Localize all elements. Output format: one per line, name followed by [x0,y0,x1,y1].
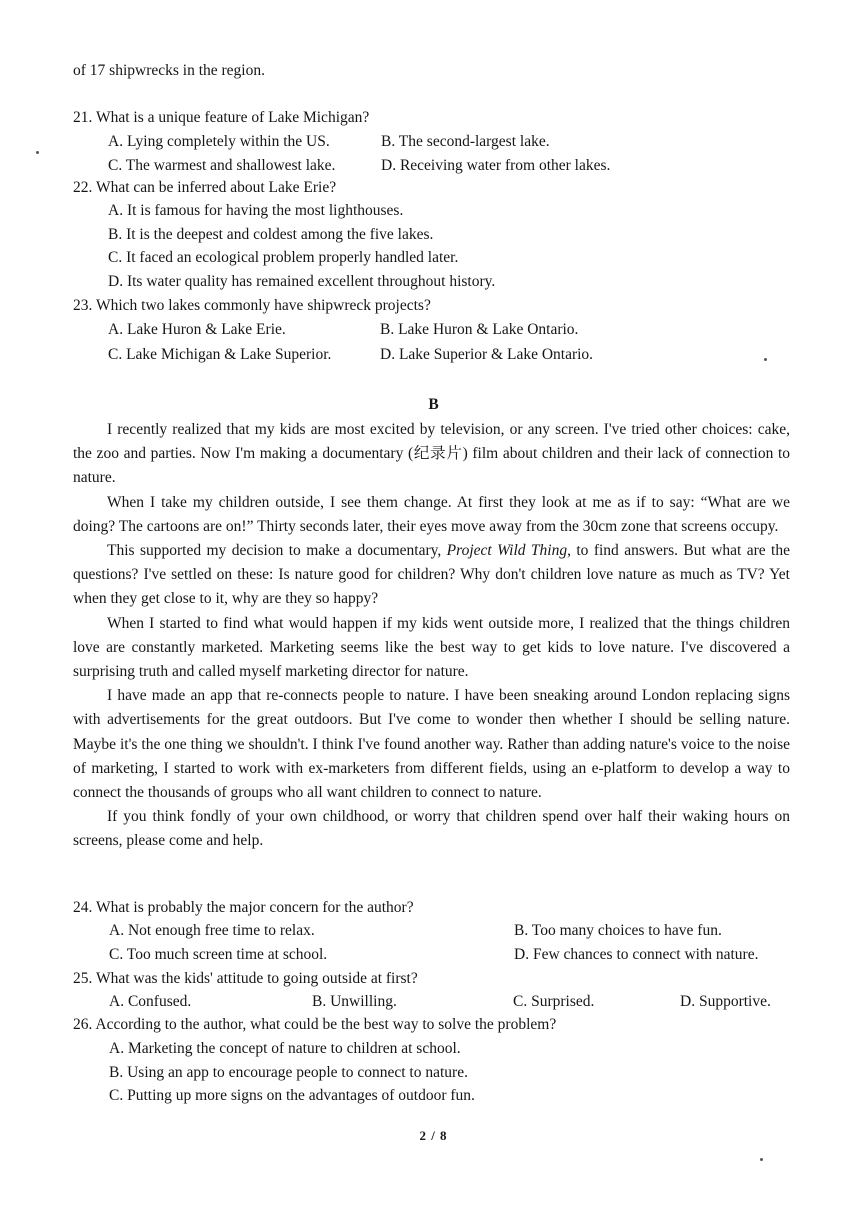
section-heading: B [428,396,439,413]
question-22-option-b: B. It is the deepest and coldest among the five lakes. [108,226,434,243]
passage-paragraph-3 [73,539,790,612]
question-25-option-c: C. Surprised. [513,993,595,1010]
passage-a-ending: of 17 shipwrecks in the region. [73,62,265,79]
passage-paragraph-1: I recently realized that my kids are most excited by television, or any screen. I've tried other choices: cake, the zoo and parties. Now I'm making a documentary (纪录片) film about children and their lack of connection to nature. [73,421,790,487]
question-23-option-a: A. Lake Huron & Lake Erie. [108,321,286,338]
question-24-option-a: A. Not enough free time to relax. [109,922,315,939]
passage-paragraph-4: When I started to find what would happen if my kids went outside more, I realized that the things children love are constantly marketed. Marketing seems like the best way to get kids to love nature. I've discovered a surprising truth and called myself marketing director for nature. [73,614,790,681]
documentary-title: Project Wild Thing [446,542,568,560]
question-26-option-a: A. Marketing the concept of nature to children at school. [109,1040,461,1057]
question-25-option-d: D. Supportive. [680,993,771,1010]
question-24-stem: 24. What is probably the major concern for the author? [73,899,414,916]
question-26-option-c: C. Putting up more signs on the advantages of outdoor fun. [109,1087,475,1104]
question-21-option-c: C. The warmest and shallowest lake. [108,157,336,174]
question-24-option-c: C. Too much screen time at school. [109,946,328,963]
question-22-option-a: A. It is famous for having the most lighthouses. [108,202,404,219]
question-23-stem: 23. Which two lakes commonly have shipwreck projects? [73,297,431,314]
question-23-option-b: B. Lake Huron & Lake Ontario. [380,321,579,338]
question-22-stem: 22. What can be inferred about Lake Erie? [73,179,337,196]
passage-paragraph-5: I have made an app that re-connects people to nature. I have been sneaking around London replacing signs with advertisements for the great outdoors. But I've come to wonder then whether I should be selling nature. Maybe it's the one thing we shouldn't. I think I've found another way. Rather than adding nature's voice to the noise of marketing, I started to work with ex-marketers from different fields, using an e-platform to develop a way to connect the thousands of groups who all want children to connect to nature. [73,687,790,802]
question-22-option-d: D. Its water quality has remained excellent throughout history. [108,273,496,290]
question-25-option-b: B. Unwilling. [312,993,397,1010]
page-number: 2 / 8 [419,1128,448,1143]
question-25-option-a: A. Confused. [109,993,192,1010]
passage-paragraph-2: When I take my children outside, I see them change. At first they look at me as if to say: “What are we doing? The cartoons are on!” Thirty seconds later, their eyes move away from the 30cm zone that screens occupy. [73,493,790,535]
question-24-option-d: D. Few chances to connect with nature. [514,946,759,963]
question-21-option-a: A. Lying completely within the US. [108,133,330,150]
question-22-option-c: C. It faced an ecological problem properly handled later. [108,249,459,266]
passage-paragraph-6: If you think fondly of your own childhood, or worry that children spend over half their waking hours on screens, please come and help. [73,808,790,850]
question-26-option-b: B. Using an app to encourage people to connect to nature. [109,1064,468,1081]
scan-speck [36,151,39,154]
question-21-option-b: B. The second-largest lake. [381,133,550,150]
question-21-option-d: D. Receiving water from other lakes. [381,157,611,174]
question-26-stem: 26. According to the author, what could be the best way to solve the problem? [73,1016,557,1033]
scan-speck [764,358,767,361]
scan-speck [760,1158,763,1161]
question-24-option-b: B. Too many choices to have fun. [514,922,722,939]
question-21-stem: 21. What is a unique feature of Lake Michigan? [73,109,370,126]
paragraph-3-text-end: , to find answers. But what are the questions? I've settled on these: Is nature good for children? Why don't children love nature as much as TV? Yet when they get close to it, why are they so happy? [73,542,790,608]
question-25-stem: 25. What was the kids' attitude to going outside at first? [73,970,418,987]
question-23-option-c: C. Lake Michigan & Lake Superior. [108,346,332,363]
question-23-option-d: D. Lake Superior & Lake Ontario. [380,346,594,363]
passage-b [73,418,790,854]
paragraph-3-text-start: This supported my decision to make a documentary, [107,542,447,560]
